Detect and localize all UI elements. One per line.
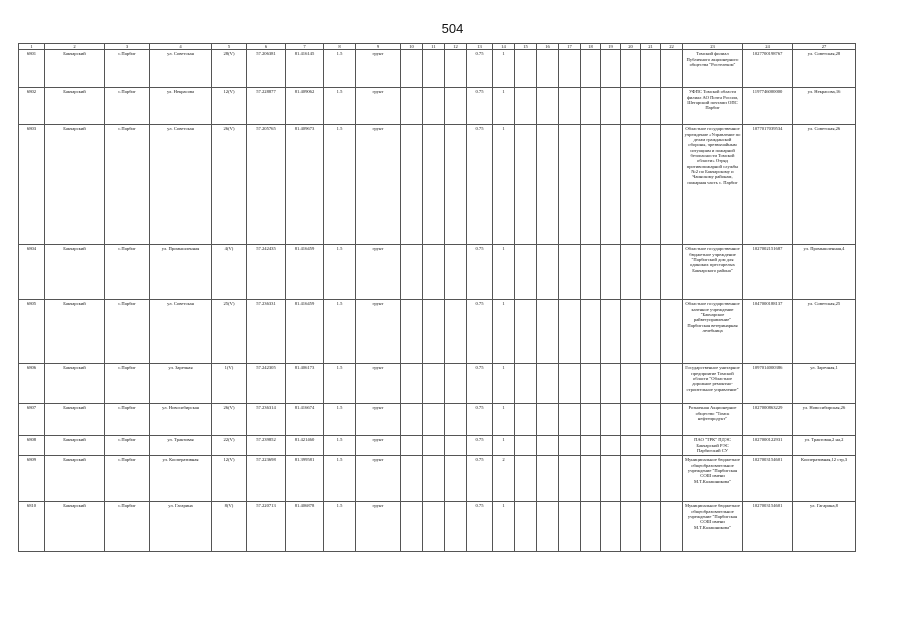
table-cell — [423, 364, 445, 404]
table-cell: 0.75 — [467, 50, 493, 88]
table-cell: с.Парбиг — [105, 456, 150, 502]
table-cell: 0.75 — [467, 404, 493, 436]
table-cell — [601, 300, 621, 364]
table-cell: грунт — [356, 436, 401, 456]
table-cell: ул. Советская,28 — [793, 50, 856, 88]
table-cell — [621, 456, 641, 502]
table-cell — [641, 502, 661, 552]
table-cell — [601, 245, 621, 300]
table-cell: 0.75 — [467, 436, 493, 456]
table-cell — [559, 436, 581, 456]
table-cell: ул. Советская,25 — [793, 300, 856, 364]
table-cell: 57.236314 — [247, 404, 286, 436]
table-cell: Бакчарский — [45, 436, 105, 456]
table-cell: грунт — [356, 125, 401, 245]
table-cell: 57.220713 — [247, 502, 286, 552]
table-cell — [641, 50, 661, 88]
table-cell — [401, 436, 423, 456]
table-cell: 6808 — [19, 436, 45, 456]
table-cell — [641, 456, 661, 502]
table-cell: 57.242435 — [247, 245, 286, 300]
table-cell: грунт — [356, 364, 401, 404]
table-cell: ул. Гагарина,8 — [793, 502, 856, 552]
table-cell — [537, 502, 559, 552]
table-cell — [445, 245, 467, 300]
table-cell: 81.421460 — [286, 436, 324, 456]
table-cell: ул. Кооперативная — [150, 456, 212, 502]
table-cell: 81.409062 — [286, 88, 324, 125]
table-row — [19, 245, 856, 300]
table-cell — [401, 50, 423, 88]
table-cell: 1.5 — [324, 456, 356, 502]
table-cell: 1027003154601 — [743, 456, 793, 502]
table-cell — [515, 300, 537, 364]
table-cell — [559, 456, 581, 502]
table-cell: Муниципальное бюджетное общеобразовательное учреждение "Парбигская СОШ имени М.Т.Калашникова" — [683, 456, 743, 502]
table-cell: Государственное унитарное предприятие Томской области "Областное дорожное ремонтно-строительное управление" — [683, 364, 743, 404]
table-cell — [445, 88, 467, 125]
table-cell: 57.206381 — [247, 50, 286, 88]
table-cell: 81.406878 — [286, 502, 324, 552]
table-cell: ул. Советская,26 — [793, 125, 856, 245]
table-cell: ул. Гагарина — [150, 502, 212, 552]
table-cell: ул. Заречная,1 — [793, 364, 856, 404]
table-cell — [445, 502, 467, 552]
column-header: 14 — [493, 44, 515, 50]
table-cell: ул. Заречная — [150, 364, 212, 404]
table-row — [19, 502, 856, 552]
column-header: 7 — [286, 44, 324, 50]
table-cell: Бакчарский — [45, 364, 105, 404]
column-header: 16 — [537, 44, 559, 50]
table-cell — [601, 502, 621, 552]
table-cell: 57.236331 — [247, 300, 286, 364]
table-cell — [537, 88, 559, 125]
table-cell — [537, 50, 559, 88]
table-cell — [621, 502, 641, 552]
table-cell: с.Парбиг — [105, 245, 150, 300]
table-cell: с.Парбиг — [105, 125, 150, 245]
table-cell — [559, 502, 581, 552]
column-header: 18 — [581, 44, 601, 50]
table-cell — [621, 88, 641, 125]
table-cell: 81.416459 — [286, 245, 324, 300]
table-cell — [581, 364, 601, 404]
table-cell: с.Парбиг — [105, 88, 150, 125]
table-cell — [661, 88, 683, 125]
table-cell — [537, 245, 559, 300]
table-cell: грунт — [356, 50, 401, 88]
table-cell — [423, 502, 445, 552]
table-cell — [537, 436, 559, 456]
table-cell: Бакчарский — [45, 125, 105, 245]
table-cell — [621, 50, 641, 88]
table-cell — [423, 436, 445, 456]
table-cell: 0.75 — [467, 125, 493, 245]
table-cell: с.Парбиг — [105, 50, 150, 88]
table-cell — [537, 300, 559, 364]
table-cell: Областное государственное учреждение «Управление по делам гражданской обороны, чрезвычайным ситуациям и пожарной безопасности Томской области» Отряд противопожарной службы №2 по Бакчарскому и Чаинскому районам, пожарная часть с. Парбиг — [683, 125, 743, 245]
table-cell: ул. Промышленная — [150, 245, 212, 300]
table-cell — [515, 404, 537, 436]
table-cell — [515, 245, 537, 300]
table-cell: 81.416459 — [286, 300, 324, 364]
table-body — [19, 50, 856, 552]
table-cell: 1027002151687 — [743, 245, 793, 300]
table-cell — [515, 436, 537, 456]
table-row — [19, 404, 856, 436]
table-cell — [515, 125, 537, 245]
column-header: 20 — [621, 44, 641, 50]
table-cell: 0.75 — [467, 88, 493, 125]
table-cell — [423, 88, 445, 125]
table-cell: 57.239852 — [247, 436, 286, 456]
table-cell — [601, 125, 621, 245]
table-cell: 1(V) — [212, 364, 247, 404]
table-cell — [537, 125, 559, 245]
table-cell — [515, 50, 537, 88]
table-cell: 26(V) — [212, 125, 247, 245]
table-cell — [401, 300, 423, 364]
column-header: 6 — [247, 44, 286, 50]
column-header: 8 — [324, 44, 356, 50]
table-cell — [445, 456, 467, 502]
table-cell: ул. Советская — [150, 125, 212, 245]
column-header: 21 — [641, 44, 661, 50]
table-cell: ул. Промышленная,4 — [793, 245, 856, 300]
table-cell: грунт — [356, 404, 401, 436]
table-cell — [621, 404, 641, 436]
table-cell — [401, 404, 423, 436]
table-cell — [423, 300, 445, 364]
table-cell: грунт — [356, 245, 401, 300]
table-cell: 1.5 — [324, 88, 356, 125]
table-cell: 8(V) — [212, 502, 247, 552]
page-number: 504 — [441, 21, 464, 36]
table-cell: 6807 — [19, 404, 45, 436]
table-row — [19, 300, 856, 364]
table-cell — [641, 88, 661, 125]
table-cell — [621, 125, 641, 245]
table-cell: 1077017039534 — [743, 125, 793, 245]
table-cell — [581, 300, 601, 364]
table-cell: 25(V) — [212, 300, 247, 364]
table-cell: 22(V) — [212, 436, 247, 456]
column-header: 2 — [45, 44, 105, 50]
table-cell — [581, 436, 601, 456]
table-cell: грунт — [356, 88, 401, 125]
table-cell — [559, 404, 581, 436]
table-cell: Кооперативная,12 стр,3 — [793, 456, 856, 502]
table-cell — [559, 125, 581, 245]
column-header: 17 — [559, 44, 581, 50]
table-cell: 1.5 — [324, 125, 356, 245]
table-cell — [581, 502, 601, 552]
table-row — [19, 125, 856, 245]
table-cell — [401, 245, 423, 300]
table-cell: 1 — [493, 125, 515, 245]
table-cell: 6810 — [19, 502, 45, 552]
table-cell: ул. Некрасова,16 — [793, 88, 856, 125]
table-cell: ул. Новосибирская,26 — [793, 404, 856, 436]
table-cell: ул. Трактовая,2 на,2 — [793, 436, 856, 456]
table-cell: ул. Новосибирская — [150, 404, 212, 436]
column-header: 4 — [150, 44, 212, 50]
column-header: 27 — [793, 44, 856, 50]
table-cell: 1.5 — [324, 245, 356, 300]
table-cell — [621, 364, 641, 404]
table-cell — [661, 436, 683, 456]
table-cell — [641, 364, 661, 404]
table-cell: 1.5 — [324, 50, 356, 88]
table-cell — [581, 245, 601, 300]
table-cell: 6802 — [19, 88, 45, 125]
table-cell — [515, 364, 537, 404]
table-cell — [621, 300, 641, 364]
table-cell — [401, 125, 423, 245]
table-cell: 6801 — [19, 50, 45, 88]
table-cell: ул. Некрасова — [150, 88, 212, 125]
table-cell — [401, 88, 423, 125]
table-cell — [423, 125, 445, 245]
table-cell — [559, 245, 581, 300]
column-header: 11 — [423, 44, 445, 50]
table-cell: 2 — [493, 456, 515, 502]
table-cell: 1 — [493, 404, 515, 436]
table-row — [19, 456, 856, 502]
table-cell — [621, 245, 641, 300]
table-cell — [401, 456, 423, 502]
column-header: 9 — [356, 44, 401, 50]
register-table — [18, 43, 856, 552]
column-header: 3 — [105, 44, 150, 50]
table-cell — [401, 364, 423, 404]
table-cell: 1 — [493, 245, 515, 300]
table-cell — [661, 300, 683, 364]
table-cell: 57.228877 — [247, 88, 286, 125]
table-cell: 57.242305 — [247, 364, 286, 404]
table-cell: с.Парбиг — [105, 300, 150, 364]
table-cell — [641, 125, 661, 245]
table-cell — [515, 88, 537, 125]
table-cell — [641, 300, 661, 364]
table-row — [19, 436, 856, 456]
table-cell: Муниципальное бюджетное общеобразовательное учреждение "Парбигская СОШ имени М.Т.Калашникова" — [683, 502, 743, 552]
table-cell: 1.5 — [324, 404, 356, 436]
table-cell — [581, 88, 601, 125]
column-header: 13 — [467, 44, 493, 50]
table-cell: 26(V) — [212, 404, 247, 436]
table-cell: Областное государственное бюджетное учреждение "Парбигский дом для одиноких престарелых Бакчарского района" — [683, 245, 743, 300]
table-cell: с.Парбиг — [105, 404, 150, 436]
table-cell: 1197746000000 — [743, 88, 793, 125]
table-cell — [601, 88, 621, 125]
table-row — [19, 364, 856, 404]
table-cell: 1 — [493, 88, 515, 125]
table-cell — [601, 364, 621, 404]
table-cell — [661, 50, 683, 88]
table-cell — [515, 456, 537, 502]
table-cell — [537, 404, 559, 436]
table-cell: 57.205765 — [247, 125, 286, 245]
table-cell — [423, 245, 445, 300]
table-cell: 0.75 — [467, 456, 493, 502]
table-cell — [423, 456, 445, 502]
table-cell — [559, 50, 581, 88]
table-cell: 4(V) — [212, 245, 247, 300]
table-cell: 1 — [493, 50, 515, 88]
table-cell — [601, 456, 621, 502]
table-cell: Бакчарский — [45, 502, 105, 552]
table-cell — [445, 50, 467, 88]
table-cell — [559, 88, 581, 125]
table-cell: грунт — [356, 300, 401, 364]
table-cell: 1 — [493, 364, 515, 404]
table-cell: с.Парбиг — [105, 364, 150, 404]
table-cell: Бакчарский — [45, 245, 105, 300]
table-cell: 1.5 — [324, 436, 356, 456]
table-cell: 1 — [493, 502, 515, 552]
table-cell: 1.5 — [324, 300, 356, 364]
table-cell: 1 — [493, 436, 515, 456]
table-cell: грунт — [356, 502, 401, 552]
table-cell — [581, 125, 601, 245]
table-cell: 57.223698 — [247, 456, 286, 502]
table-cell — [559, 300, 581, 364]
column-header: 12 — [445, 44, 467, 50]
table-cell — [601, 50, 621, 88]
table-cell — [641, 245, 661, 300]
table-cell: Бакчарский — [45, 456, 105, 502]
table-cell: 1027000122931 — [743, 436, 793, 456]
table-cell: УФПС Томской области филиал АО Почта России, Шегарский почтамп ОПС Парбиг — [683, 88, 743, 125]
table-cell — [581, 50, 601, 88]
table-cell: 1047000188137 — [743, 300, 793, 364]
column-header: 22 — [661, 44, 683, 50]
table-row — [19, 50, 856, 88]
table-cell — [661, 502, 683, 552]
table-cell — [601, 436, 621, 456]
table-cell — [445, 300, 467, 364]
table-cell: 6804 — [19, 245, 45, 300]
table-cell: Бакчарский — [45, 88, 105, 125]
table-cell — [537, 364, 559, 404]
table-cell: 81.406173 — [286, 364, 324, 404]
table-cell — [445, 125, 467, 245]
table-cell — [661, 125, 683, 245]
table-cell: ул. Советская — [150, 300, 212, 364]
table-cell: 1097014000386 — [743, 364, 793, 404]
table-cell: 0.75 — [467, 245, 493, 300]
table-cell: 1 — [493, 300, 515, 364]
column-header: 15 — [515, 44, 537, 50]
table-cell: 12(V) — [212, 456, 247, 502]
table-cell: 6805 — [19, 300, 45, 364]
table-cell — [445, 404, 467, 436]
table-cell: 81.416145 — [286, 50, 324, 88]
table-cell — [445, 436, 467, 456]
table-cell: Бакчарский — [45, 404, 105, 436]
column-header: 1 — [19, 44, 45, 50]
table-cell: 81.409673 — [286, 125, 324, 245]
table-cell — [445, 364, 467, 404]
table-cell: Томский филиал Публичного акционерного общества "Ростелеком" — [683, 50, 743, 88]
table-cell — [641, 436, 661, 456]
table-cell: Бакчарский — [45, 300, 105, 364]
table-cell — [537, 456, 559, 502]
table-cell: ул. Советская — [150, 50, 212, 88]
table-cell: 1.5 — [324, 364, 356, 404]
table-cell — [661, 404, 683, 436]
table-cell: ПАО "ТРК" ПДЭС Бакчарский РЭС Парбигский СУ — [683, 436, 743, 456]
table-cell — [581, 404, 601, 436]
column-header: 24 — [743, 44, 793, 50]
table-cell: 0.75 — [467, 502, 493, 552]
table-cell: 6809 — [19, 456, 45, 502]
table-cell — [581, 456, 601, 502]
table-cell: 1027700198767 — [743, 50, 793, 88]
table-cell: 6806 — [19, 364, 45, 404]
table-cell: 1027000863229 — [743, 404, 793, 436]
column-header: 10 — [401, 44, 423, 50]
table-cell: 0.75 — [467, 300, 493, 364]
table-row — [19, 88, 856, 125]
table-cell — [423, 50, 445, 88]
table-cell: 1027003154601 — [743, 502, 793, 552]
table-cell — [423, 404, 445, 436]
table-cell: Областное государственное казенное учреждение "Бакчарское райветуправление" Парбигская ветеринарная лечебница — [683, 300, 743, 364]
table-cell: с.Парбиг — [105, 502, 150, 552]
table-cell: 12(V) — [212, 88, 247, 125]
table-cell — [601, 404, 621, 436]
table-cell: ул. Трактовая — [150, 436, 212, 456]
table-cell — [559, 364, 581, 404]
table-cell: Розничная Акционерное общество "Томск нефтепродукт" — [683, 404, 743, 436]
table-cell — [661, 456, 683, 502]
table-cell: 6803 — [19, 125, 45, 245]
table-cell: 1.5 — [324, 502, 356, 552]
table-cell — [401, 502, 423, 552]
table-cell: 81.399581 — [286, 456, 324, 502]
table-cell — [661, 364, 683, 404]
table-cell: с.Парбиг — [105, 436, 150, 456]
table-cell: грунт — [356, 456, 401, 502]
table-cell: 81.416674 — [286, 404, 324, 436]
table-cell — [641, 404, 661, 436]
table-cell: 0.75 — [467, 364, 493, 404]
table-cell — [621, 436, 641, 456]
column-header: 23 — [683, 44, 743, 50]
column-header: 5 — [212, 44, 247, 50]
table-cell: Бакчарский — [45, 50, 105, 88]
table-cell — [515, 502, 537, 552]
table-cell — [661, 245, 683, 300]
table-cell: 28(V) — [212, 50, 247, 88]
column-header: 19 — [601, 44, 621, 50]
